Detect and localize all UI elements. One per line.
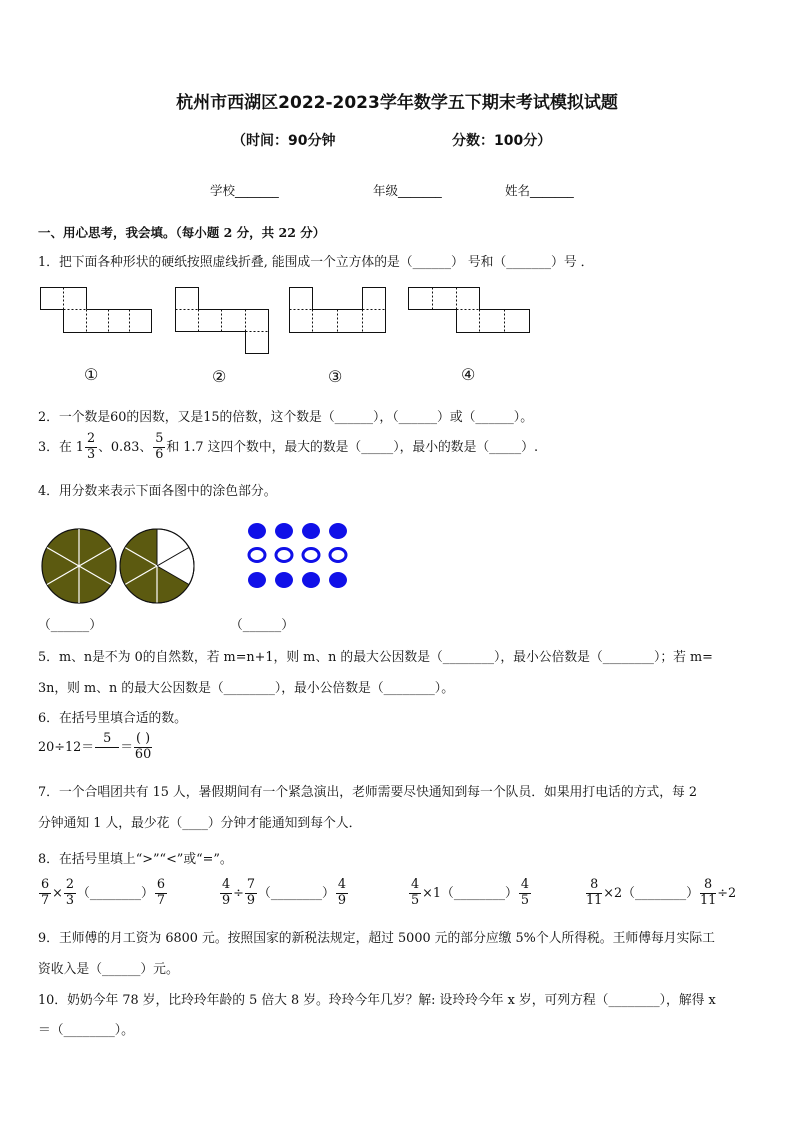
shaded-circle-partial [118, 527, 196, 605]
question-10-line1: 10．奶奶今年 78 岁，比玲玲年龄的 5 倍大 8 岁。玲玲今年几岁？解: 设玲玲今年 x 岁，可列方程（________），解得 x [38, 993, 716, 1008]
net-label-4: ④ [461, 365, 476, 384]
question-9-line1: 9．王师傅的月工资为 6800 元。按照国家的新税法规定，超过 5000 元的部分应缴 5%个人所得税。王师傅每月实际工 [38, 931, 715, 946]
section-heading: 一、用心思考，我会填。（每小题 2 分，共 22 分） [38, 225, 326, 240]
q8-item-4: $\frac{8}{11}$ ×2（________） $\frac{8}{11}$ ÷2 [586, 877, 737, 908]
question-4: 4．用分数来表示下面各图中的涂色部分。 [38, 484, 277, 499]
q3-text-mid: 、0.83、 [98, 439, 153, 455]
question-7-line1: 7．一个合唱团共有 15 人，暑假期间有一个紧急演出，老师需要尽快通知到每一个队员．如果用打电话的方式，每 2 [38, 785, 698, 800]
question-9-line2: 资收入是（______）元。 [38, 962, 179, 977]
question-8: 8．在括号里填上“>”“<”或“=”。 [38, 852, 233, 867]
question-5-line2: 3n，则 m、n 的最大公因数是（________），最小公倍数是（________）。 [38, 681, 455, 696]
q8-blank-2[interactable]: （________） [258, 885, 335, 901]
shaded-circle-full [40, 527, 118, 605]
cube-net-1 [40, 287, 152, 335]
cube-net-3 [289, 287, 387, 335]
q8-blank-3[interactable]: （________） [441, 885, 518, 901]
net-label-1: ① [84, 365, 99, 384]
q3-text-post: 和 1.7 这四个数中，最大的数是（_____），最小的数是（_____）. [166, 439, 539, 455]
time-info: （时间：90分钟 [232, 133, 336, 149]
grade-field[interactable]: 年级_______ [373, 183, 442, 198]
q3-fraction-2: $\frac{5}{6}$ [155, 431, 164, 462]
question-7-line2: 分钟通知 1 人，最少花（____）分钟才能通知到每个人． [38, 816, 362, 831]
q3-fraction-1: $\frac{2}{3}$ [86, 431, 96, 462]
question-5-line1: 5．m、n是不为 0的自然数，若 m=n+1，则 m、n 的最大公因数是（________），最小公倍数是（________）；若 m= [38, 650, 713, 665]
q6-fraction-1: 5 [95, 733, 119, 762]
question-3 [38, 433, 538, 462]
q3-text-pre: 3．在 1 [38, 439, 84, 455]
q6-equals: ＝ [120, 739, 134, 755]
q6-left: 20÷12＝ [38, 739, 95, 755]
school-field[interactable]: 学校_______ [210, 183, 279, 198]
question-2: 2．一个数是60的因数，又是15的倍数，这个数是（______），（______）或（______）。 [38, 410, 533, 425]
q8-item-1: $\frac{6}{7}$ × $\frac{2}{3}$ （________） $\frac{6}{7}$ [41, 877, 165, 908]
q8-item-3: $\frac{4}{5}$ ×1（________） $\frac{4}{5}$ [411, 877, 529, 908]
cube-net-2 [175, 287, 271, 355]
page-title: 杭州市西湖区2022-2023学年数学五下期末考试模拟试题 [176, 93, 618, 113]
cube-net-4 [408, 287, 532, 335]
q8-item-2: $\frac{4}{9}$ ÷ $\frac{7}{9}$ （________） $\frac{4}{9}$ [222, 877, 346, 908]
q4-blank-1[interactable]: （______） [38, 618, 102, 633]
q6-equation [38, 733, 153, 762]
dot-array [244, 520, 354, 592]
q8-blank-4[interactable]: （________） [622, 885, 699, 901]
score-info: 分数：100分） [452, 133, 552, 149]
question-1: 1．把下面各种形状的硬纸按照虚线折叠, 能围成一个立方体的是（______） 号和（_______）号 ． [38, 255, 594, 270]
q8-blank-1[interactable]: （________） [77, 885, 154, 901]
name-field[interactable]: 姓名_______ [505, 183, 574, 198]
question-10-line2: ＝（________）。 [38, 1023, 134, 1038]
q4-blank-2[interactable]: （______） [230, 618, 294, 633]
q6-fraction-2[interactable]: $\frac{( )}{60}$ [134, 731, 152, 762]
question-6: 6．在括号里填合适的数。 [38, 711, 187, 726]
net-label-2: ② [212, 367, 227, 386]
net-label-3: ③ [328, 367, 343, 386]
